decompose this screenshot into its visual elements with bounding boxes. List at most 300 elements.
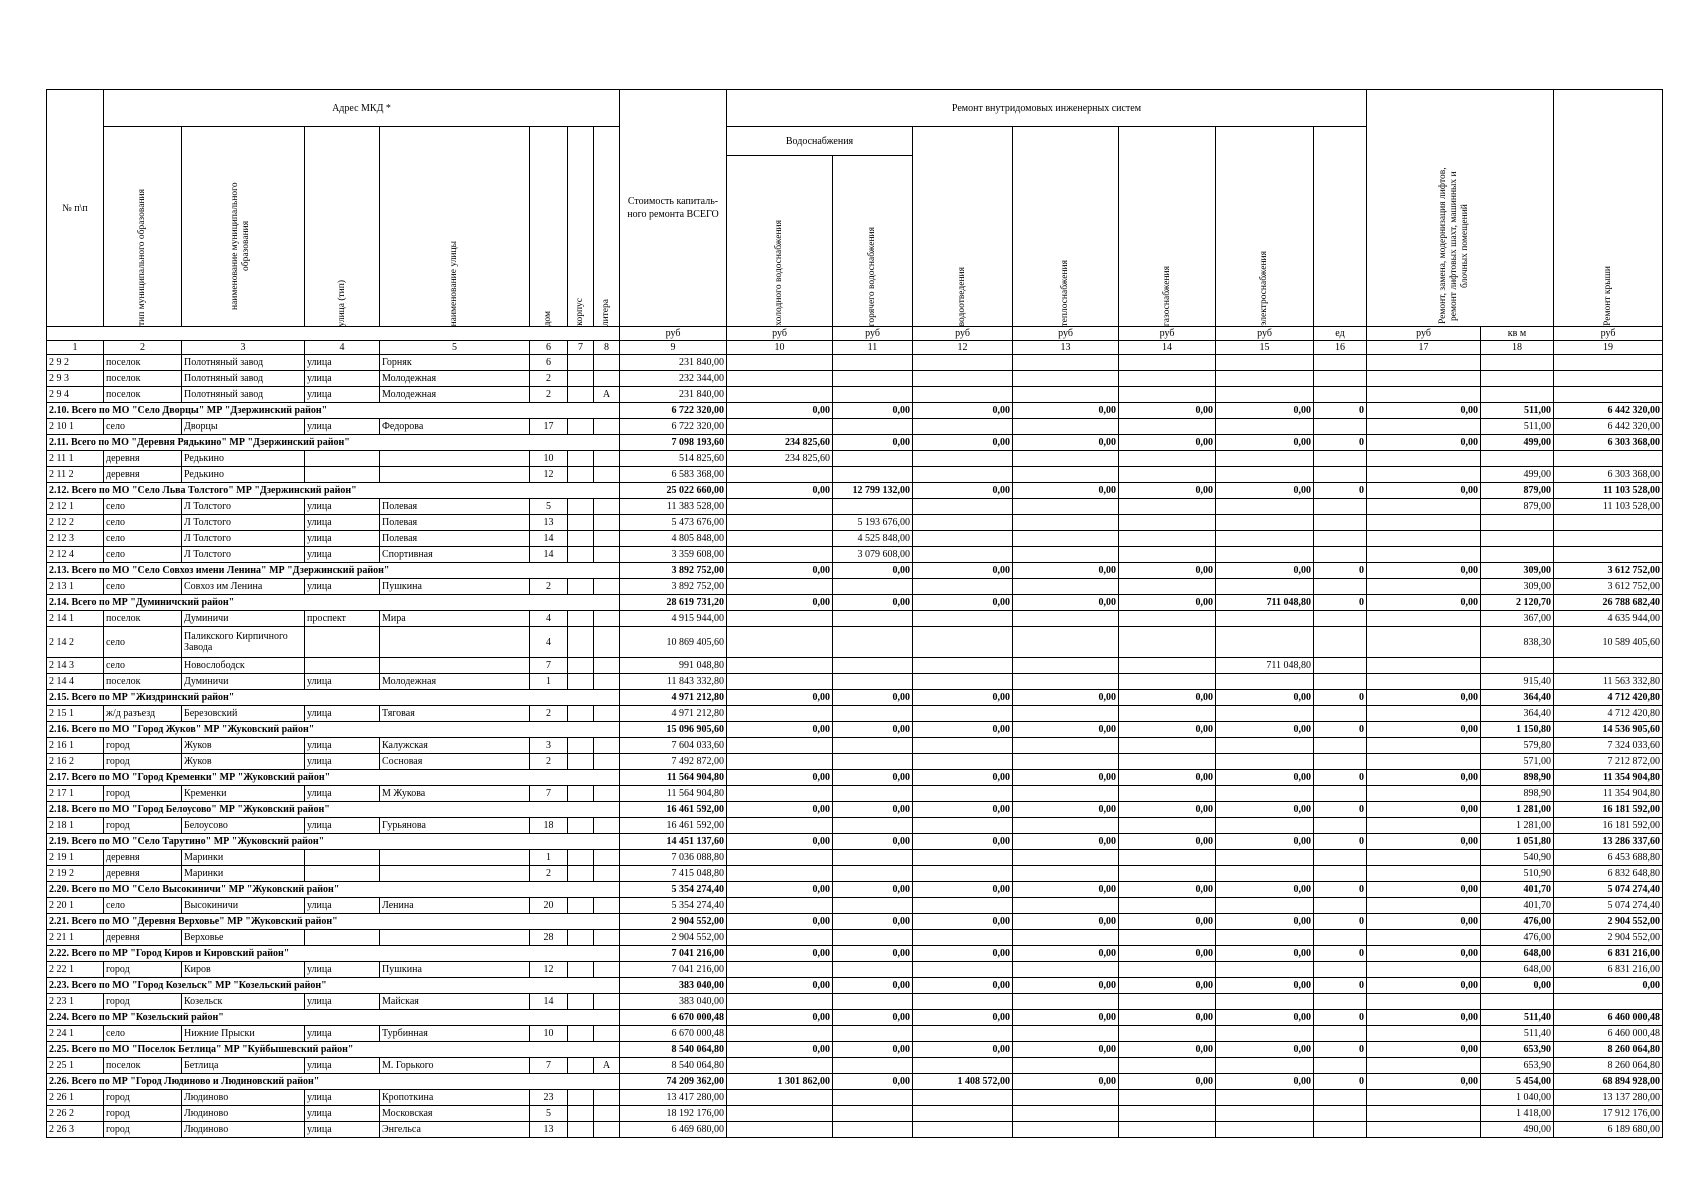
mun-name-cell: Редькино xyxy=(182,451,305,467)
value-cell: 7 041 216,00 xyxy=(620,946,727,962)
value-cell xyxy=(1013,547,1119,563)
value-cell: 0,00 xyxy=(913,802,1013,818)
value-cell: 6 189 680,00 xyxy=(1554,1122,1663,1138)
value-cell xyxy=(727,706,833,722)
value-cell xyxy=(913,579,1013,595)
value-cell: 0,00 xyxy=(727,978,833,994)
value-cell xyxy=(727,754,833,770)
korpus-cell xyxy=(568,738,594,754)
value-cell xyxy=(833,962,913,978)
value-cell: 991 048,80 xyxy=(620,658,727,674)
subtotal-row xyxy=(47,1010,1663,1026)
value-cell: 5 354 274,40 xyxy=(620,882,727,898)
mun-name-cell: Редькино xyxy=(182,467,305,483)
korpus-header: корпус xyxy=(568,127,594,327)
value-cell: 1 301 862,00 xyxy=(727,1074,833,1090)
litera-cell xyxy=(594,371,620,387)
column-number-cell: 17 xyxy=(1367,341,1481,355)
value-cell xyxy=(1013,754,1119,770)
roof-repair-header: Ремонт крыши xyxy=(1554,90,1663,327)
capital-repair-table xyxy=(46,89,1663,1138)
house-cell: 6 xyxy=(530,355,568,371)
house-cell: 28 xyxy=(530,930,568,946)
value-cell: 898,90 xyxy=(1481,770,1554,786)
value-cell xyxy=(913,611,1013,627)
value-cell xyxy=(833,1058,913,1074)
value-cell: 0,00 xyxy=(727,403,833,419)
value-cell: 11 103 528,00 xyxy=(1554,483,1663,499)
street-name-cell xyxy=(380,866,530,882)
value-cell: 401,70 xyxy=(1481,882,1554,898)
value-cell xyxy=(1013,786,1119,802)
korpus-cell xyxy=(568,499,594,515)
subtotal-label: 2.26. Всего по МР "Город Людиново и Людиновский район" xyxy=(47,1074,620,1090)
value-cell xyxy=(1013,658,1119,674)
table-row xyxy=(47,579,1663,595)
value-cell: 4 915 944,00 xyxy=(620,611,727,627)
subtotal-row xyxy=(47,403,1663,419)
value-cell: 6 583 368,00 xyxy=(620,467,727,483)
value-cell: 0 xyxy=(1314,834,1367,850)
value-cell: 0,00 xyxy=(833,595,913,611)
value-cell: 0,00 xyxy=(1216,1074,1314,1090)
mun-type-cell: город xyxy=(104,962,182,978)
mun-type-cell: город xyxy=(104,738,182,754)
value-cell xyxy=(727,547,833,563)
value-cell: 11 843 332,80 xyxy=(620,674,727,690)
value-cell xyxy=(913,754,1013,770)
subtotal-row xyxy=(47,1042,1663,1058)
value-cell xyxy=(1216,611,1314,627)
value-cell xyxy=(727,627,833,658)
subtotal-row xyxy=(47,946,1663,962)
unit-cell: кв м xyxy=(1481,327,1554,341)
mun-name-cell: Бетлица xyxy=(182,1058,305,1074)
value-cell xyxy=(1216,579,1314,595)
value-cell xyxy=(1013,706,1119,722)
column-numbers-row xyxy=(47,341,1663,355)
value-cell xyxy=(1119,1058,1216,1074)
street-name-cell: Молодежная xyxy=(380,371,530,387)
value-cell xyxy=(1314,818,1367,834)
value-cell xyxy=(1216,866,1314,882)
value-cell: 364,40 xyxy=(1481,706,1554,722)
mun-type-cell: село xyxy=(104,627,182,658)
value-cell: 4 971 212,80 xyxy=(620,706,727,722)
value-cell: 0,00 xyxy=(1367,834,1481,850)
value-cell: 0,00 xyxy=(1119,403,1216,419)
street-type-cell: улица xyxy=(305,1090,380,1106)
subtotal-label: 2.24. Всего по МР "Козельский район" xyxy=(47,1010,620,1026)
value-cell xyxy=(1119,451,1216,467)
value-cell xyxy=(1367,754,1481,770)
value-cell xyxy=(1367,658,1481,674)
street-type-cell: улица xyxy=(305,706,380,722)
row-number-cell: 2 16 1 xyxy=(47,738,104,754)
house-cell: 20 xyxy=(530,898,568,914)
house-cell: 5 xyxy=(530,499,568,515)
korpus-cell xyxy=(568,786,594,802)
table-row xyxy=(47,1090,1663,1106)
value-cell xyxy=(1216,355,1314,371)
value-cell: 0,00 xyxy=(1367,802,1481,818)
street-type-cell xyxy=(305,866,380,882)
row-number-cell: 2 15 1 xyxy=(47,706,104,722)
mun-type-cell: поселок xyxy=(104,611,182,627)
value-cell: 6 469 680,00 xyxy=(620,1122,727,1138)
value-cell xyxy=(1367,1058,1481,1074)
street-type-cell: улица xyxy=(305,738,380,754)
value-cell xyxy=(727,611,833,627)
litera-cell xyxy=(594,531,620,547)
street-name-cell xyxy=(380,467,530,483)
value-cell xyxy=(833,1026,913,1042)
street-type-cell: улица xyxy=(305,1122,380,1138)
value-cell xyxy=(913,387,1013,403)
address-group-header: Адрес МКД * xyxy=(104,90,620,127)
value-cell: 5 354 274,40 xyxy=(620,898,727,914)
mun-name-cell: Полотняный завод xyxy=(182,355,305,371)
value-cell xyxy=(1216,786,1314,802)
value-cell: 383 040,00 xyxy=(620,994,727,1010)
value-cell xyxy=(913,371,1013,387)
street-name-cell: Полевая xyxy=(380,515,530,531)
mun-name-cell: Жуков xyxy=(182,754,305,770)
value-cell xyxy=(833,611,913,627)
litera-cell xyxy=(594,611,620,627)
value-cell xyxy=(1013,371,1119,387)
column-number-cell: 5 xyxy=(380,341,530,355)
value-cell xyxy=(913,451,1013,467)
row-number-cell: 2 9 4 xyxy=(47,387,104,403)
value-cell: 0,00 xyxy=(833,946,913,962)
water-supply-header: Водоснабжения xyxy=(727,127,913,156)
value-cell: 7 036 088,80 xyxy=(620,850,727,866)
value-cell xyxy=(1216,1058,1314,1074)
value-cell: 11 563 332,80 xyxy=(1554,674,1663,690)
street-type-cell xyxy=(305,467,380,483)
value-cell: 16 181 592,00 xyxy=(1554,818,1663,834)
value-cell xyxy=(1119,419,1216,435)
value-cell xyxy=(913,930,1013,946)
value-cell: 6 460 000,48 xyxy=(1554,1026,1663,1042)
value-cell: 0,00 xyxy=(1119,483,1216,499)
house-cell: 10 xyxy=(530,1026,568,1042)
value-cell: 0,00 xyxy=(1013,1074,1119,1090)
value-cell xyxy=(1119,994,1216,1010)
value-cell xyxy=(1216,467,1314,483)
value-cell xyxy=(1554,355,1663,371)
value-cell xyxy=(1013,962,1119,978)
value-cell xyxy=(913,419,1013,435)
unit-cell: руб xyxy=(727,327,833,341)
value-cell xyxy=(1119,818,1216,834)
value-cell: 8 540 064,80 xyxy=(620,1042,727,1058)
mun-name-cell: Кременки xyxy=(182,786,305,802)
value-cell xyxy=(913,1026,1013,1042)
value-cell: 7 324 033,60 xyxy=(1554,738,1663,754)
house-cell: 2 xyxy=(530,754,568,770)
house-cell: 12 xyxy=(530,962,568,978)
korpus-cell xyxy=(568,467,594,483)
value-cell: 0,00 xyxy=(1367,563,1481,579)
value-cell xyxy=(833,786,913,802)
mun-type-cell: город xyxy=(104,786,182,802)
value-cell xyxy=(727,579,833,595)
value-cell xyxy=(727,786,833,802)
value-cell xyxy=(1367,547,1481,563)
value-cell xyxy=(1367,627,1481,658)
value-cell xyxy=(727,994,833,1010)
row-number-cell: 2 23 1 xyxy=(47,994,104,1010)
value-cell xyxy=(1314,930,1367,946)
value-cell: 648,00 xyxy=(1481,946,1554,962)
unit-cell: руб xyxy=(1554,327,1663,341)
korpus-cell xyxy=(568,547,594,563)
value-cell xyxy=(1554,387,1663,403)
street-name-cell: Майская xyxy=(380,994,530,1010)
value-cell: 711 048,80 xyxy=(1216,595,1314,611)
street-name-cell xyxy=(380,850,530,866)
house-cell: 4 xyxy=(530,611,568,627)
value-cell xyxy=(727,818,833,834)
row-number-cell: 2 12 3 xyxy=(47,531,104,547)
value-cell: 6 460 000,48 xyxy=(1554,1010,1663,1026)
value-cell xyxy=(1554,547,1663,563)
value-cell xyxy=(1013,1026,1119,1042)
value-cell xyxy=(1314,499,1367,515)
value-cell xyxy=(1119,627,1216,658)
korpus-cell xyxy=(568,898,594,914)
column-number-cell: 2 xyxy=(104,341,182,355)
value-cell: 1 150,80 xyxy=(1481,722,1554,738)
value-cell xyxy=(833,467,913,483)
value-cell xyxy=(1481,515,1554,531)
value-cell: 0,00 xyxy=(727,722,833,738)
value-cell: 0,00 xyxy=(1216,563,1314,579)
value-cell xyxy=(1314,898,1367,914)
value-cell xyxy=(727,371,833,387)
mun-type-cell: деревня xyxy=(104,866,182,882)
value-cell xyxy=(1314,706,1367,722)
value-cell: 0,00 xyxy=(727,690,833,706)
street-name-cell: Полевая xyxy=(380,531,530,547)
value-cell xyxy=(1367,467,1481,483)
value-cell: 234 825,60 xyxy=(727,451,833,467)
subtotal-row xyxy=(47,914,1663,930)
value-cell: 571,00 xyxy=(1481,754,1554,770)
value-cell xyxy=(1013,387,1119,403)
value-cell xyxy=(833,930,913,946)
value-cell xyxy=(727,658,833,674)
street-type-header: улица (тип) xyxy=(305,127,380,327)
litera-cell xyxy=(594,930,620,946)
value-cell xyxy=(833,674,913,690)
value-cell: 6 453 688,80 xyxy=(1554,850,1663,866)
subtotal-label: 2.16. Всего по МО "Город Жуков" МР "Жуковский район" xyxy=(47,722,620,738)
value-cell: 0,00 xyxy=(913,563,1013,579)
column-number-cell: 4 xyxy=(305,341,380,355)
value-cell xyxy=(913,994,1013,1010)
litera-cell xyxy=(594,547,620,563)
table-row xyxy=(47,658,1663,674)
korpus-cell xyxy=(568,531,594,547)
value-cell: 648,00 xyxy=(1481,962,1554,978)
mun-type-cell: село xyxy=(104,1026,182,1042)
value-cell: 6 442 320,00 xyxy=(1554,403,1663,419)
value-cell: 6 670 000,48 xyxy=(620,1010,727,1026)
street-name-cell xyxy=(380,627,530,658)
unit-cell: руб xyxy=(833,327,913,341)
value-cell xyxy=(913,531,1013,547)
subtotal-row xyxy=(47,834,1663,850)
value-cell: 0,00 xyxy=(1119,595,1216,611)
value-cell xyxy=(1367,515,1481,531)
unit-cell: руб xyxy=(620,327,727,341)
value-cell: 0,00 xyxy=(833,882,913,898)
street-name-cell: Турбинная xyxy=(380,1026,530,1042)
column-number-cell: 7 xyxy=(568,341,594,355)
value-cell: 511,00 xyxy=(1481,403,1554,419)
value-cell: 0,00 xyxy=(1119,722,1216,738)
value-cell: 0 xyxy=(1314,802,1367,818)
mun-type-cell: город xyxy=(104,818,182,834)
street-name-cell xyxy=(380,451,530,467)
value-cell xyxy=(833,818,913,834)
value-cell: 3 612 752,00 xyxy=(1554,579,1663,595)
row-number-cell: 2 14 4 xyxy=(47,674,104,690)
korpus-cell xyxy=(568,515,594,531)
street-type-cell: улица xyxy=(305,962,380,978)
mun-name-header: наименование муниципального образования xyxy=(182,127,305,327)
value-cell xyxy=(1216,515,1314,531)
value-cell: 0,00 xyxy=(1216,1042,1314,1058)
street-type-cell: улица xyxy=(305,1058,380,1074)
value-cell xyxy=(913,818,1013,834)
value-cell: 0,00 xyxy=(727,946,833,962)
value-cell: 6 831 216,00 xyxy=(1554,962,1663,978)
units-row xyxy=(47,327,1663,341)
value-cell: 364,40 xyxy=(1481,690,1554,706)
value-cell xyxy=(1119,499,1216,515)
value-cell: 0,00 xyxy=(727,595,833,611)
street-type-cell: улица xyxy=(305,674,380,690)
subtotal-label: 2.13. Всего по МО "Село Совхоз имени Ленина" МР "Дзержинский район" xyxy=(47,563,620,579)
column-number-cell: 3 xyxy=(182,341,305,355)
value-cell: 0 xyxy=(1314,882,1367,898)
house-header: дом xyxy=(530,127,568,327)
mun-name-cell: Нижние Прыски xyxy=(182,1026,305,1042)
value-cell: 0,00 xyxy=(727,770,833,786)
table-row xyxy=(47,499,1663,515)
subtotal-row xyxy=(47,595,1663,611)
value-cell: 0,00 xyxy=(913,1042,1013,1058)
value-cell xyxy=(1314,1106,1367,1122)
table-row xyxy=(47,531,1663,547)
mun-type-cell: город xyxy=(104,1122,182,1138)
value-cell xyxy=(1119,866,1216,882)
value-cell: 28 619 731,20 xyxy=(620,595,727,611)
table-row xyxy=(47,674,1663,690)
subtotal-label: 2.23. Всего по МО "Город Козельск" МР "Козельский район" xyxy=(47,978,620,994)
subtotal-label: 2.17. Всего по МО "Город Кременки" МР "Жуковский район" xyxy=(47,770,620,786)
value-cell: 0,00 xyxy=(833,690,913,706)
street-type-cell: улица xyxy=(305,371,380,387)
mun-type-cell: поселок xyxy=(104,387,182,403)
value-cell xyxy=(727,1106,833,1122)
value-cell xyxy=(727,531,833,547)
street-name-cell: Сосновая xyxy=(380,754,530,770)
heating-header: теплоснабжения xyxy=(1013,127,1119,327)
value-cell: 511,00 xyxy=(1481,419,1554,435)
row-number-cell: 2 11 1 xyxy=(47,451,104,467)
unit-cell: руб xyxy=(1367,327,1481,341)
house-cell: 2 xyxy=(530,866,568,882)
value-cell xyxy=(1216,371,1314,387)
value-cell: 0 xyxy=(1314,1010,1367,1026)
value-cell: 13 286 337,60 xyxy=(1554,834,1663,850)
value-cell: 0,00 xyxy=(1216,690,1314,706)
column-number-cell: 16 xyxy=(1314,341,1367,355)
row-number-cell: 2 22 1 xyxy=(47,962,104,978)
value-cell: 0,00 xyxy=(1119,834,1216,850)
mun-type-cell: поселок xyxy=(104,674,182,690)
value-cell xyxy=(1013,499,1119,515)
street-name-cell: Московская xyxy=(380,1106,530,1122)
value-cell xyxy=(727,355,833,371)
table-row xyxy=(47,355,1663,371)
korpus-cell xyxy=(568,658,594,674)
unit-cell: ед xyxy=(1314,327,1367,341)
mun-name-cell: Верховье xyxy=(182,930,305,946)
table-row xyxy=(47,706,1663,722)
litera-cell xyxy=(594,419,620,435)
mun-type-cell: село xyxy=(104,579,182,595)
value-cell: 7 098 193,60 xyxy=(620,435,727,451)
street-type-cell: улица xyxy=(305,355,380,371)
mun-type-cell: село xyxy=(104,898,182,914)
table-row xyxy=(47,419,1663,435)
value-cell xyxy=(833,1106,913,1122)
value-cell: 5 193 676,00 xyxy=(833,515,913,531)
street-type-cell: улица xyxy=(305,786,380,802)
value-cell: 0,00 xyxy=(1367,882,1481,898)
column-number-cell: 19 xyxy=(1554,341,1663,355)
street-type-cell xyxy=(305,627,380,658)
value-cell: 7 212 872,00 xyxy=(1554,754,1663,770)
mun-name-cell: Высокиничи xyxy=(182,898,305,914)
litera-cell xyxy=(594,754,620,770)
value-cell: 6 722 320,00 xyxy=(620,419,727,435)
value-cell xyxy=(1013,850,1119,866)
street-type-cell: улица xyxy=(305,579,380,595)
table-row xyxy=(47,898,1663,914)
litera-cell xyxy=(594,1122,620,1138)
value-cell xyxy=(1554,451,1663,467)
value-cell: 3 359 608,00 xyxy=(620,547,727,563)
value-cell: 579,80 xyxy=(1481,738,1554,754)
value-cell xyxy=(1314,531,1367,547)
value-cell xyxy=(1367,1122,1481,1138)
litera-cell xyxy=(594,515,620,531)
value-cell: 18 192 176,00 xyxy=(620,1106,727,1122)
mun-type-cell: город xyxy=(104,994,182,1010)
value-cell: 0,00 xyxy=(1216,483,1314,499)
value-cell: 4 525 848,00 xyxy=(833,531,913,547)
korpus-cell xyxy=(568,419,594,435)
house-cell: 2 xyxy=(530,579,568,595)
value-cell xyxy=(1314,866,1367,882)
